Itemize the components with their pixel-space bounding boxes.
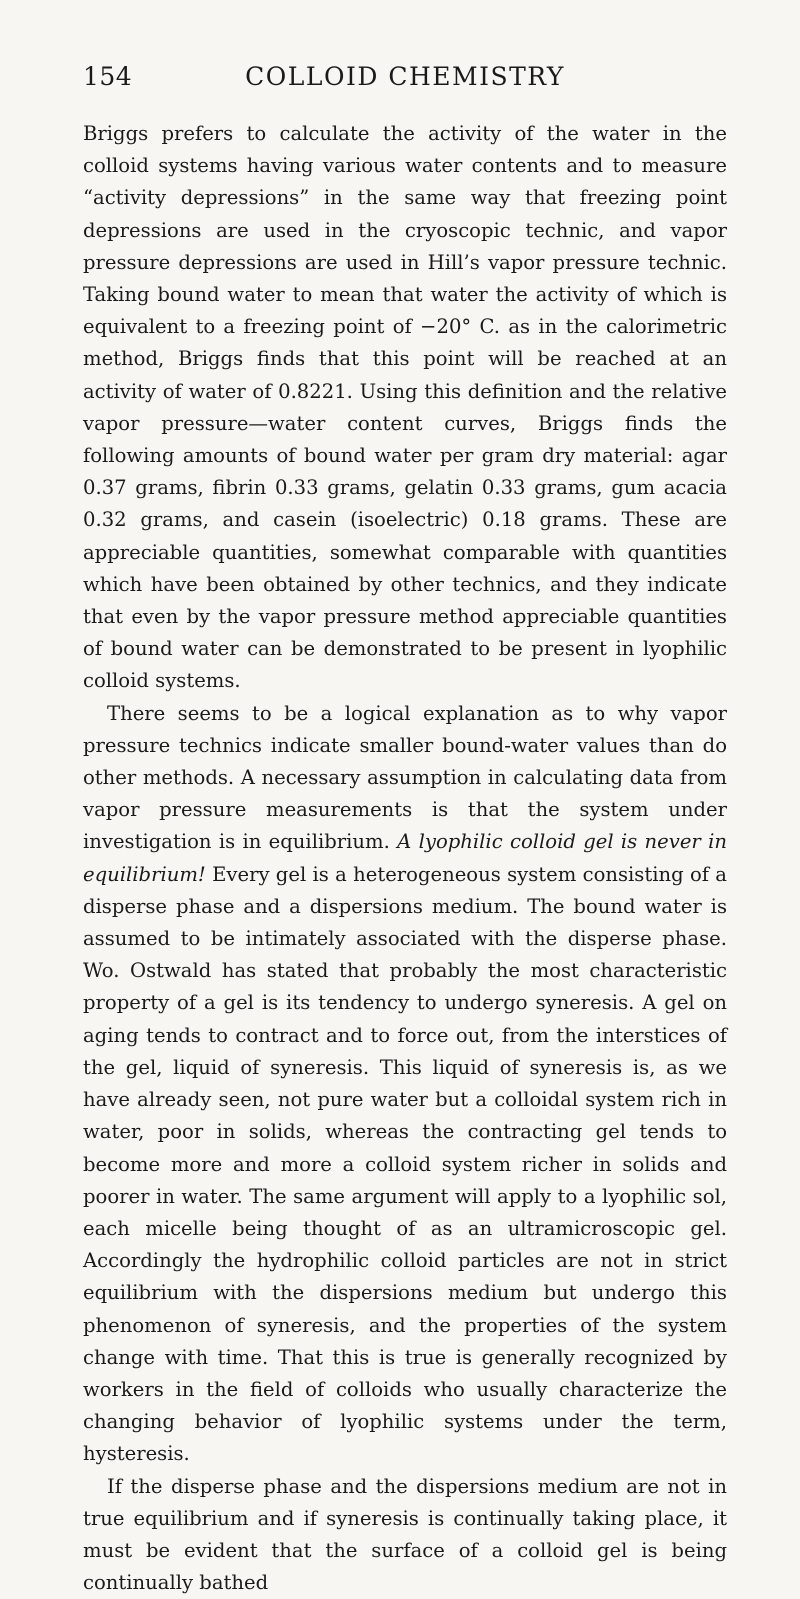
paragraph-3-text: If the disperse phase and the dispersions medium are not in true equilibrium and if syneresis is continually taking place, it must be evident that the surface of a colloid gel is being continually bathed [83, 1474, 727, 1595]
running-title: COLLOID CHEMISTRY [245, 62, 565, 91]
body-text [83, 118, 727, 1599]
paragraph-2-emphasis: A lyophilic colloid gel is never in equilibrium! [83, 830, 727, 886]
paragraph-1 [83, 118, 727, 698]
paragraph-2-text-start: There seems to be a logical explanation as to why vapor pressure technics indicate smaller bound-water values than do other methods. A necessary assumption in calculating data from vapor pressure measurements is that the system under investigation is in equilibrium. [83, 701, 727, 854]
paragraph-2-text-end: Every gel is a heterogeneous system consisting of a disperse phase and a dispersions medium. The bound water is assumed to be intimately associated with the disperse phase. Wo. Ostwald has stated that probably the most characteristic property of a gel is its tendency to undergo syneresis. A gel on aging tends to contract and to force out, from the interstices of the gel, liquid of syneresis. This liquid of syneresis is, as we have already seen, not pure water but a colloidal system rich in water, poor in solids, whereas the contracting gel tends to become more and more a colloid system richer in solids and poorer in water. The same argument will apply to a lyophilic sol, each micelle being thought of as an ultramicroscopic gel. Accordingly the hydrophilic colloid particles are not in strict equilibrium with the dispersions medium but undergo this phenomenon of syneresis, and the properties of the system change with time. That this is true is generally recognized by workers in the field of colloids who usually characterize the changing behavior of lyophilic systems under the term, hysteresis. [83, 862, 727, 1466]
paragraph-3 [83, 1471, 727, 1599]
paragraph-1-text: Briggs prefers to calculate the activity of the water in the colloid systems having various water contents and to measure “activity depressions” in the same way that freezing point depressions are used in the cryoscopic technic, and vapor pressure depressions are used in Hill’s vapor pressure technic. Taking bound water to mean that water the activity of which is equivalent to a freezing point of −20° C. as in the calorimetric method, Briggs finds that this point will be reached at an activity of water of 0.8221. Using this definition and the relative vapor pressure—water content curves, Briggs finds the following amounts of bound water per gram dry material: agar 0.37 grams, fibrin 0.33 grams, gelatin 0.33 grams, gum acacia 0.32 grams, and casein (isoelectric) 0.18 grams. These are appreciable quantities, somewhat comparable with quantities which have been obtained by other technics, and they indicate that even by the vapor pressure method appreciable quantities of bound water can be demonstrated to be present in lyophilic colloid systems. [83, 122, 727, 693]
running-head [83, 62, 727, 102]
page-number: 154 [83, 62, 133, 91]
paragraph-2 [83, 698, 727, 1471]
